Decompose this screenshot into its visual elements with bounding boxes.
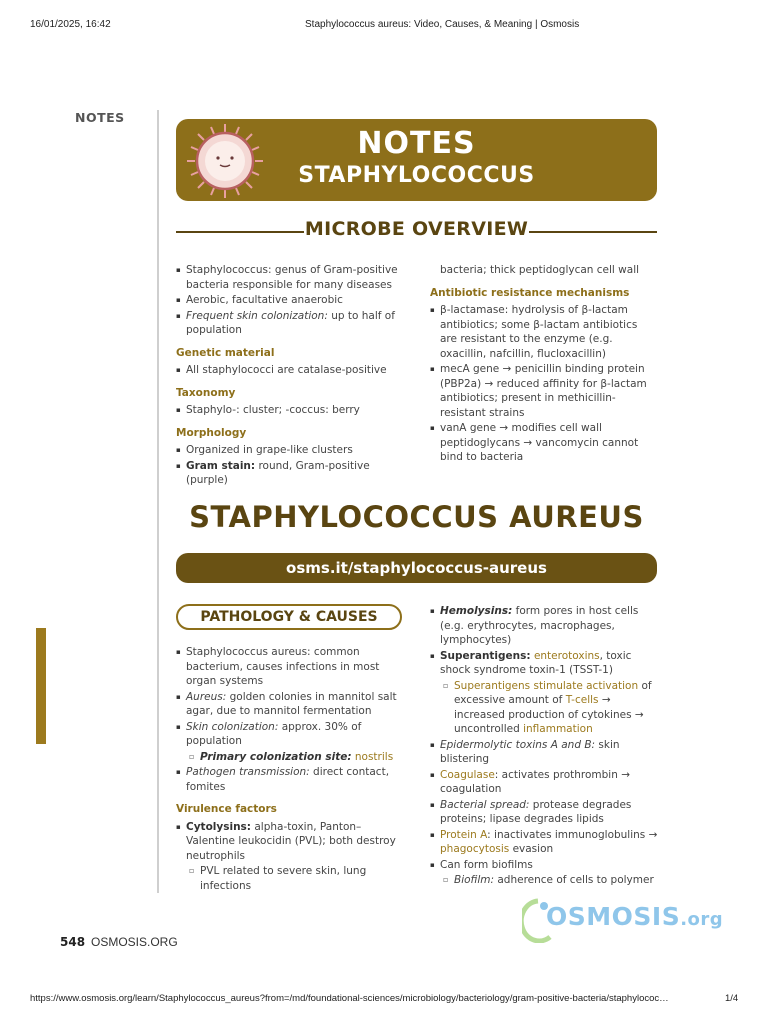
list-subitem: ▫ PVL related to severe skin, lung infections xyxy=(176,864,400,893)
list-item: ▪ Skin colonization: approx. 30% of population xyxy=(176,720,400,749)
superantigens-link[interactable]: Superantigens stimulate activation xyxy=(454,679,639,692)
list-item: ▪ Staphylo-: cluster; -coccus: berry xyxy=(176,403,398,418)
list-item: ▪ Gram stain: round, Gram-positive (purple) xyxy=(176,459,398,488)
osmosis-link-bar[interactable]: osms.it/staphylococcus-aureus xyxy=(176,553,657,583)
list-item: ▪ Frequent skin colonization: up to half of population xyxy=(176,309,398,338)
print-url: https://www.osmosis.org/learn/Staphylococcus_aureus?from=/md/foundational-sciences/microbiology/bacteriology/gram-positive-bacteria/staphylococ… xyxy=(30,993,669,1004)
list-item: ▪ Aerobic, facultative anaerobic xyxy=(176,293,398,308)
list-item: ▪ Superantigens: enterotoxins, toxic shock syndrome toxin-1 (TSST-1) xyxy=(430,649,658,678)
staphylococcus-aureus-title: STAPHYLOCOCCUS AUREUS xyxy=(189,500,644,534)
footer-site: OSMOSIS.ORG xyxy=(91,935,178,949)
inflammation-link[interactable]: inflammation xyxy=(523,723,593,735)
list-subitem: ▫ Primary colonization site: nostrils xyxy=(176,750,400,765)
print-datetime: 16/01/2025, 16:42 xyxy=(30,19,111,30)
virulence-factors-heading: Virulence factors xyxy=(176,803,277,815)
coagulase-link[interactable]: Coagulase xyxy=(440,768,495,781)
aureus-right-column xyxy=(430,604,658,889)
list-item: ▪ Cytolysins: alpha-toxin, Panton–Valentine leukocidin (PVL); both destroy neutrophils xyxy=(176,820,400,864)
print-page-count: 1/4 xyxy=(725,993,739,1004)
list-item: ▪ Aureus: golden colonies in mannitol salt agar, due to mannitol fermentation xyxy=(176,690,400,719)
continued-text: bacteria; thick peptidoglycan cell wall xyxy=(440,264,640,276)
list-item: ▪ Organized in grape-like clusters xyxy=(176,443,398,458)
list-item: ▪ Staphylococcus aureus: common bacterium, causes infections in most organ systems xyxy=(176,645,400,689)
overview-right-column xyxy=(430,263,656,466)
list-item: ▪ Bacterial spread: protease degrades proteins; lipase degrades lipids xyxy=(430,798,658,827)
banner-subtitle: STAPHYLOCOCCUS xyxy=(298,163,535,188)
aureus-left-column xyxy=(176,645,400,894)
list-item: ▪ Coagulase: activates prothrombin → coagulation xyxy=(430,768,658,797)
list-subitem: ▫ Superantigens stimulate activation of excessive amount of T-cells → increased production of cytokines → uncontrolled inflammation xyxy=(430,679,658,737)
osmosis-logo-text: OSMOSIS.org xyxy=(546,902,724,931)
list-item: ▪ Staphylococcus: genus of Gram-positive bacteria responsible for many diseases xyxy=(176,263,398,292)
side-notes-label: NOTES xyxy=(75,110,125,125)
list-item: ▪ vanA gene → modifies cell wall peptidoglycans → vancomycin cannot bind to bacteria xyxy=(430,421,656,465)
list-item: ▪ Epidermolytic toxins A and B: skin blistering xyxy=(430,738,658,767)
list-subitem: ▫ Biofilm: adherence of cells to polymer xyxy=(430,873,658,888)
print-page-title: Staphylococcus aureus: Video, Causes, & Meaning | Osmosis xyxy=(305,19,580,30)
side-accent-bar xyxy=(36,628,46,744)
nostrils-link[interactable]: nostrils xyxy=(354,750,394,763)
protein-a-link[interactable]: Protein A xyxy=(440,828,488,841)
t-cells-link[interactable]: T-cells xyxy=(565,694,599,706)
list-item: ▪ mecA gene → penicillin binding protein (PBP2a) → reduced affinity for β-lactam antibiotics; present in methicillin-resistant strains xyxy=(430,362,656,420)
list-item: ▪ Pathogen transmission: direct contact, fomites xyxy=(176,765,400,794)
margin-divider xyxy=(157,110,159,893)
list-item: ▪ Hemolysins: form pores in host cells (e.g. erythrocytes, macrophages, lymphocytes) xyxy=(430,604,658,648)
microbe-overview-heading: MICROBE OVERVIEW xyxy=(176,218,657,246)
taxonomy-heading: Taxonomy xyxy=(176,386,236,399)
banner-title: NOTES xyxy=(357,126,476,161)
overview-left-column xyxy=(176,263,398,489)
page-number: 548 xyxy=(60,935,86,949)
phagocytosis-link[interactable]: phagocytosis xyxy=(440,843,510,855)
enterotoxins-link[interactable]: enterotoxins xyxy=(533,649,600,662)
list-item: ▪ Protein A: inactivates immunoglobulins → phagocytosis evasion xyxy=(430,828,658,857)
pathology-causes-heading: PATHOLOGY & CAUSES xyxy=(176,604,402,630)
antibiotic-resistance-heading: Antibiotic resistance mechanisms xyxy=(430,286,630,299)
morphology-heading: Morphology xyxy=(176,426,247,439)
list-item: ▪ Can form biofilms xyxy=(430,858,658,873)
genetic-material-heading: Genetic material xyxy=(176,346,275,359)
list-item: ▪ β-lactamase: hydrolysis of β-lactam antibiotics; some β-lactam antibiotics are resistant to the enzyme (e.g. oxacillin, nafcillin, flucloxacillin) xyxy=(430,303,656,361)
list-item: ▪ All staphylococci are catalase-positive xyxy=(176,363,398,378)
